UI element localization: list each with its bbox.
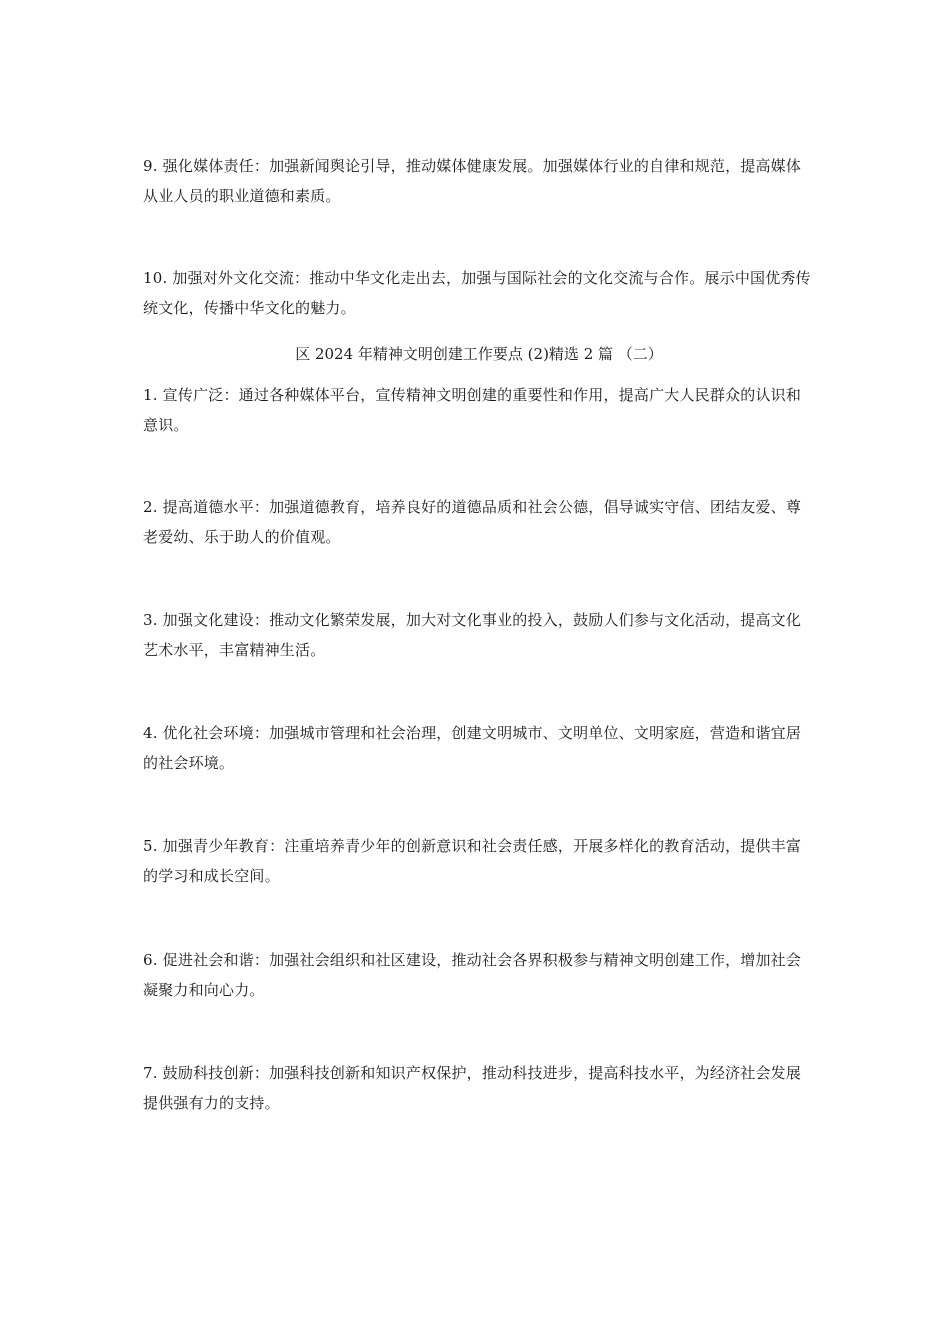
paragraph-item-4: 4. 优化社会环境：加强城市管理和社会治理，创建文明城市、文明单位、文明家庭，营造和谐宜居的社会环境。 <box>143 724 802 772</box>
section-heading: 区 2024 年精神文明创建工作要点 (2)精选 2 篇 （二） <box>295 345 663 363</box>
paragraph-item-3: 3. 加强文化建设：推动文化繁荣发展，加大对文化事业的投入，鼓励人们参与文化活动，提高文化艺术水平，丰富精神生活。 <box>143 611 802 659</box>
paragraph-item-7: 7. 鼓励科技创新：加强科技创新和知识产权保护，推动科技进步，提高科技水平，为经济社会发展提供强有力的支持。 <box>143 1064 802 1112</box>
paragraph-item-6: 6. 促进社会和谐：加强社会组织和社区建设，推动社会各界积极参与精神文明创建工作，增加社会凝聚力和向心力。 <box>143 951 802 999</box>
paragraph-item-5: 5. 加强青少年教育：注重培养青少年的创新意识和社会责任感，开展多样化的教育活动，提供丰富的学习和成长空间。 <box>143 837 802 885</box>
paragraph-item-10: 10. 加强对外文化交流：推动中华文化走出去，加强与国际社会的文化交流与合作。展示中国优秀传统文化，传播中华文化的魅力。 <box>143 269 811 317</box>
paragraph-item-2: 2. 提高道德水平：加强道德教育，培养良好的道德品质和社会公德，倡导诚实守信、团结友爱、尊老爱幼、乐于助人的价值观。 <box>143 498 802 546</box>
paragraph-item-1: 1. 宣传广泛：通过各种媒体平台，宣传精神文明创建的重要性和作用，提高广大人民群众的认识和意识。 <box>143 386 802 434</box>
paragraph-item-9: 9. 强化媒体责任：加强新闻舆论引导，推动媒体健康发展。加强媒体行业的自律和规范，提高媒体从业人员的职业道德和素质。 <box>143 157 802 205</box>
